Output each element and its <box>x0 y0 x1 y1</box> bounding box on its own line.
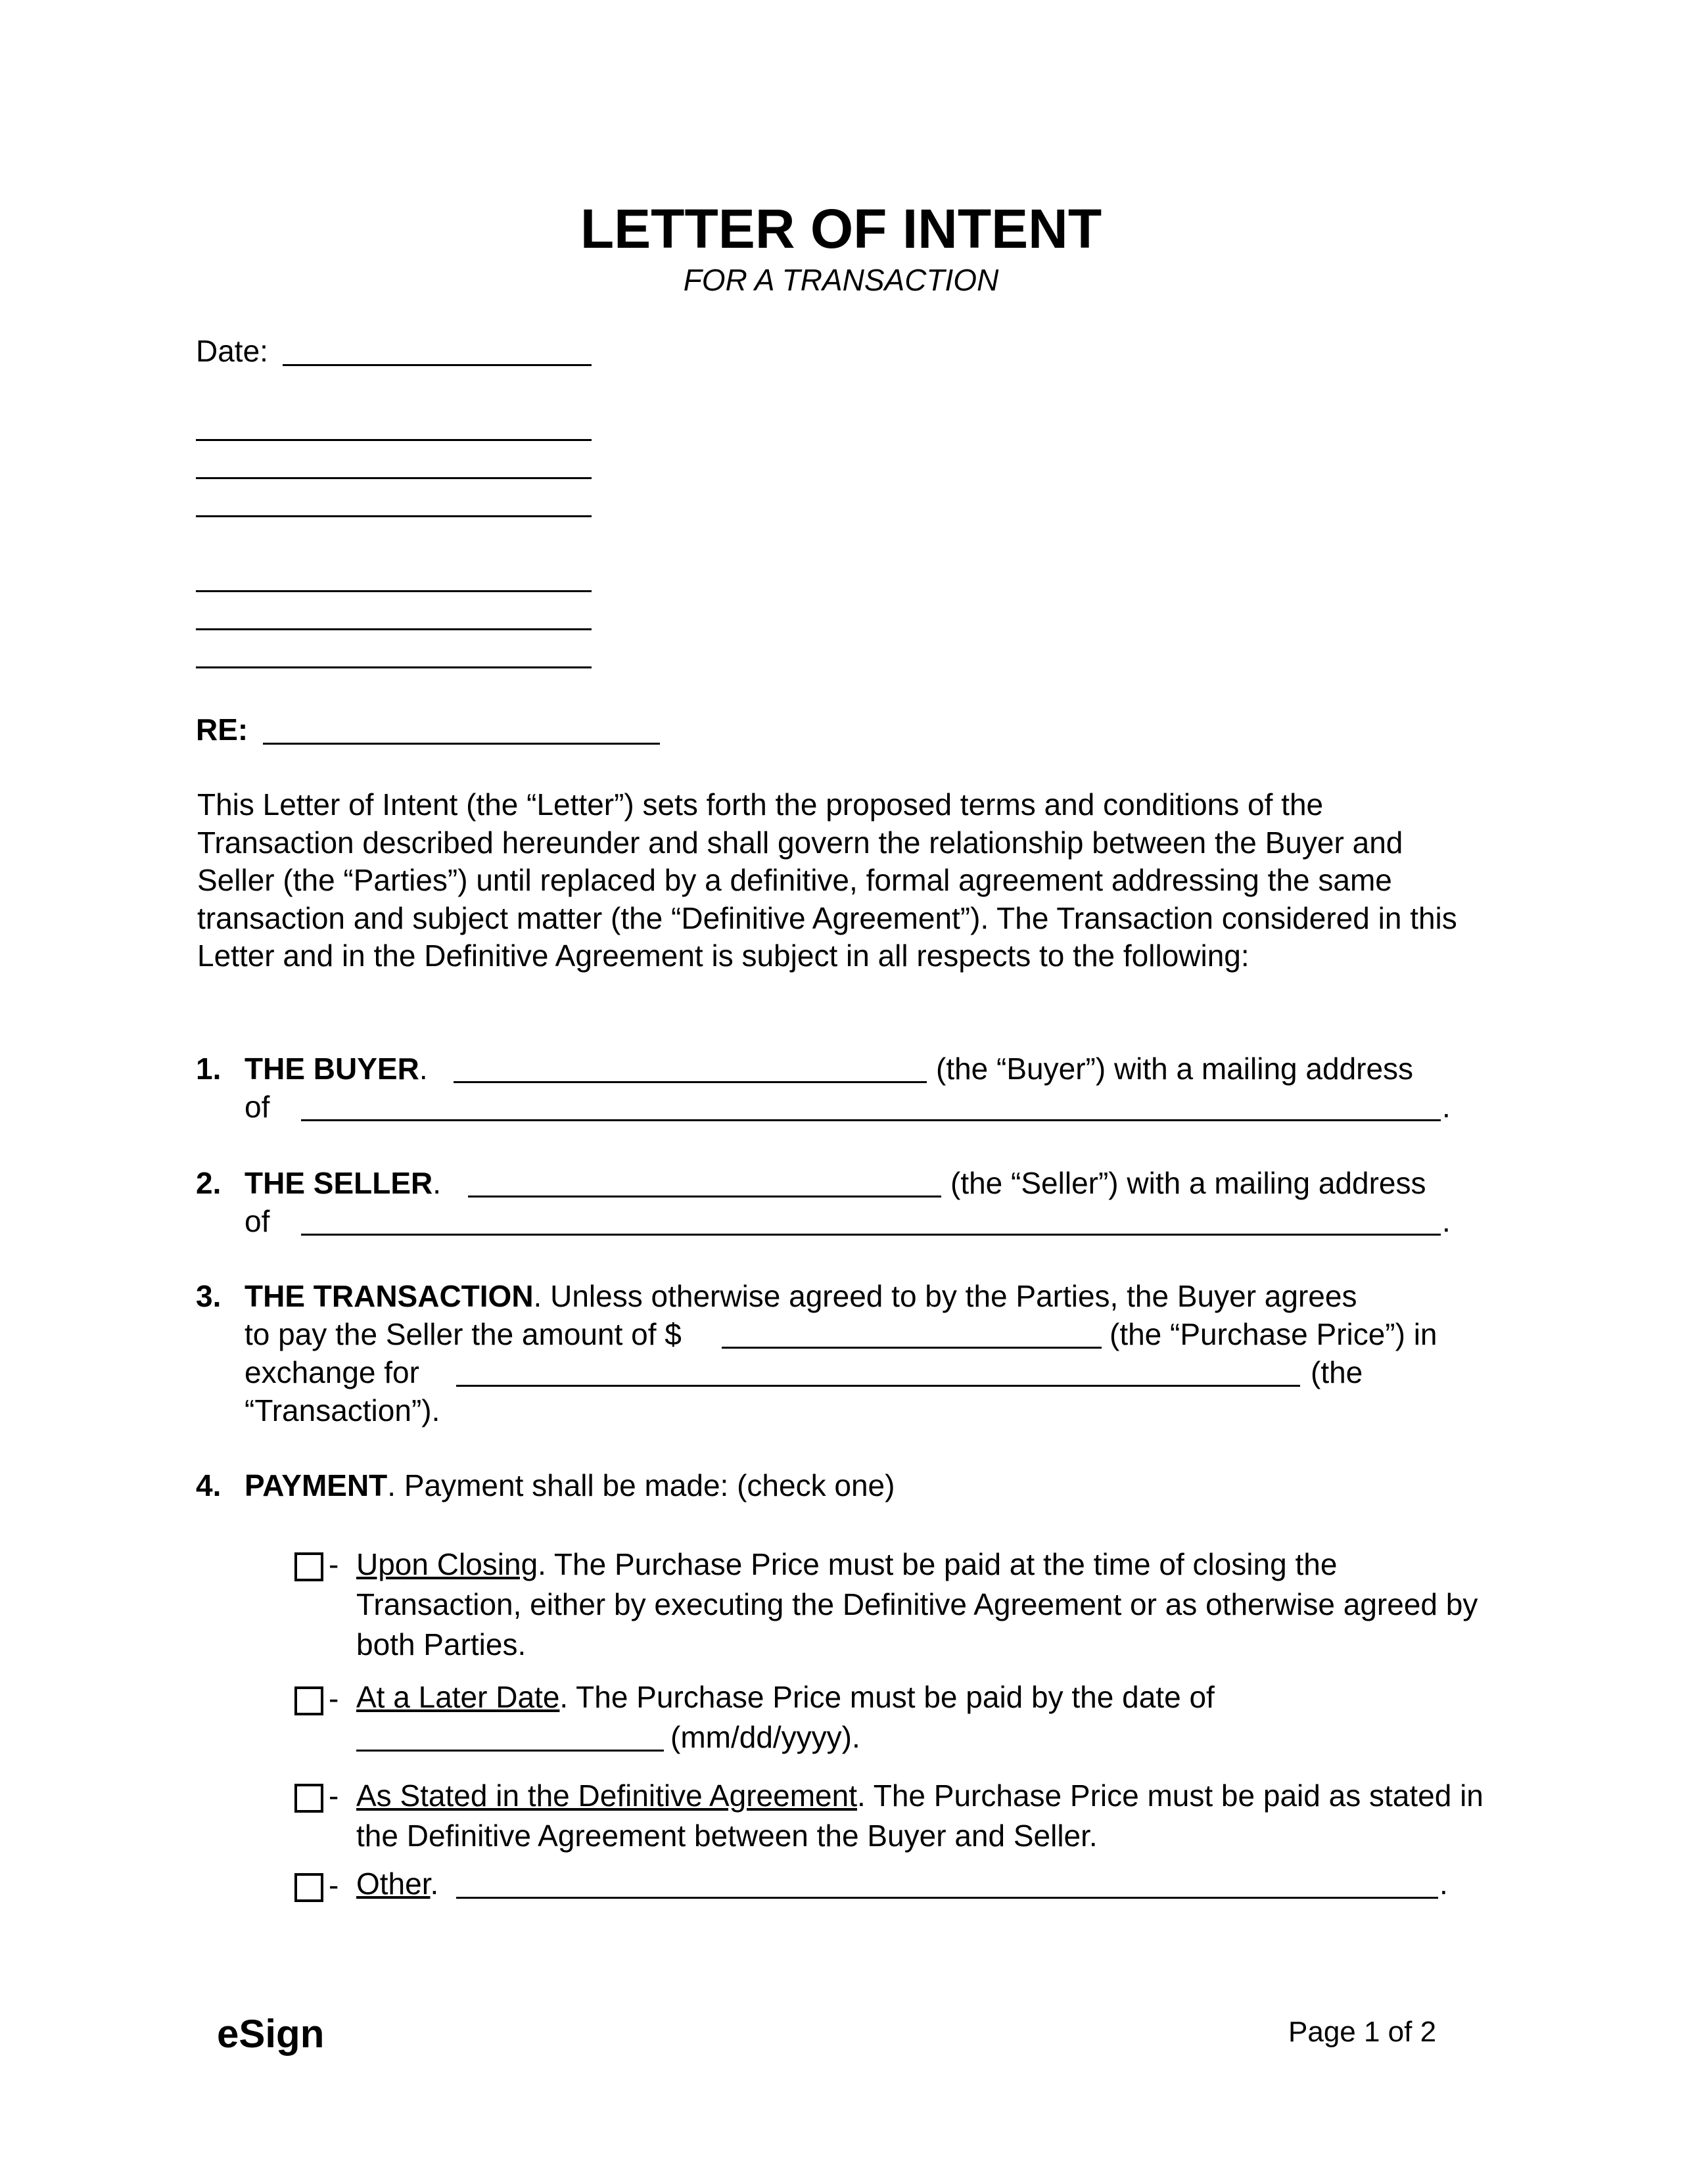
buyer-name-blank[interactable] <box>454 1081 927 1083</box>
section-3-heading: THE TRANSACTION <box>245 1279 534 1313</box>
re-label: RE: <box>196 712 248 747</box>
upon-closing-checkbox[interactable] <box>294 1552 323 1581</box>
recipient-line-3[interactable] <box>196 515 592 517</box>
option-dash: - <box>329 1868 339 1902</box>
later-date-label: At a Later Date <box>356 1680 560 1714</box>
upon-closing-label: Upon Closing <box>356 1547 538 1581</box>
section-1-after-blank: (the “Buyer”) with a mailing address <box>936 1052 1414 1086</box>
section-2-heading: THE SELLER <box>245 1166 433 1200</box>
other-period: . <box>1439 1867 1448 1901</box>
section-3-text-1: Unless otherwise agreed to by the Parties, the Buyer agrees <box>550 1279 1357 1313</box>
option-upon-closing: Upon Closing. The Purchase Price must be paid at the time of closing the Transaction, either by executing the Definitive Agreement or as otherwise agreed by both Parties. <box>356 1547 1478 1661</box>
section-2-after-blank: (the “Seller”) with a mailing address <box>950 1166 1426 1200</box>
later-date-checkbox[interactable] <box>294 1686 323 1715</box>
section-3-line-2-suffix: (the “Purchase Price”) in <box>1110 1317 1437 1351</box>
option-later-date: At a Later Date. The Purchase Price must be paid by the date of <box>356 1680 1215 1714</box>
sender-line-2[interactable] <box>196 628 592 630</box>
section-3-line-1: THE TRANSACTION. Unless otherwise agreed to by the Parties, the Buyer agrees <box>245 1279 1357 1313</box>
later-date-format: (mm/dd/yyyy). <box>670 1720 860 1754</box>
section-4-heading: PAYMENT <box>245 1468 388 1502</box>
date-row <box>196 333 268 370</box>
definitive-agreement-text: The Purchase Price must be paid as stated in the Definitive Agreement between the Buyer and Seller. <box>356 1778 1483 1853</box>
recipient-line-2[interactable] <box>196 477 592 479</box>
section-1-heading: THE BUYER <box>245 1052 419 1086</box>
definitive-agreement-checkbox[interactable] <box>294 1784 323 1813</box>
section-3-line-4: “Transaction”). <box>245 1393 440 1428</box>
sender-line-3[interactable] <box>196 666 592 668</box>
option-dash: - <box>329 1778 339 1813</box>
section-2-number: 2. <box>196 1166 222 1200</box>
other-checkbox[interactable] <box>294 1873 323 1902</box>
date-label: Date: <box>196 334 268 368</box>
definitive-agreement-label: As Stated in the Definitive Agreement <box>356 1778 857 1813</box>
re-blank[interactable] <box>263 743 660 745</box>
section-4-number: 4. <box>196 1468 222 1502</box>
esign-logo: eSign <box>217 2012 325 2056</box>
section-2-line-1: THE SELLER. <box>245 1166 442 1200</box>
option-dash: - <box>329 1681 339 1715</box>
section-2-period: . <box>1442 1204 1451 1238</box>
option-other: Other. <box>356 1867 439 1901</box>
sender-line-1[interactable] <box>196 590 592 592</box>
intro-paragraph: This Letter of Intent (the “Letter”) sets forth the proposed terms and conditions of the Transaction described hereunder and shall govern the relationship between the Buyer and Seller (the “Parties”) until replaced by a definitive, formal agreement addressing the same transaction and subject matter (the “Definitive Agreement”). The Transaction considered in this Letter and in the Definitive Agreement is subject in all respects to the following: <box>197 787 1457 973</box>
other-label: Other <box>356 1867 431 1901</box>
section-3-line-3-prefix: exchange for <box>245 1355 419 1389</box>
later-date-blank[interactable] <box>356 1750 664 1752</box>
seller-address-blank[interactable] <box>301 1234 1441 1236</box>
exchange-for-blank[interactable] <box>456 1385 1300 1387</box>
option-definitive-agreement: As Stated in the Definitive Agreement. The Purchase Price must be paid as stated in the Definitive Agreement between the Buyer and Seller. <box>356 1778 1483 1853</box>
document-subtitle: FOR A TRANSACTION <box>683 263 999 297</box>
upon-closing-text: The Purchase Price must be paid at the time of closing the Transaction, either by executing the Definitive Agreement or as otherwise agreed by both Parties. <box>356 1547 1478 1661</box>
option-dash: - <box>329 1547 339 1581</box>
section-3-line-2-prefix: to pay the Seller the amount of $ <box>245 1317 682 1351</box>
other-blank[interactable] <box>456 1897 1438 1899</box>
purchase-price-blank[interactable] <box>722 1347 1102 1349</box>
section-1-of: of <box>245 1090 270 1124</box>
recipient-line-1[interactable] <box>196 439 592 441</box>
section-4-line-1: PAYMENT. Payment shall be made: (check one) <box>245 1468 895 1502</box>
later-date-text: The Purchase Price must be paid by the date of <box>576 1680 1215 1714</box>
seller-name-blank[interactable] <box>468 1196 941 1197</box>
section-1-line-1: THE BUYER. <box>245 1052 428 1086</box>
section-4-text: Payment shall be made: (check one) <box>404 1468 895 1502</box>
section-3-line-3-suffix: (the <box>1311 1355 1363 1389</box>
document-title: LETTER OF INTENT <box>580 198 1102 260</box>
date-blank[interactable] <box>283 364 592 366</box>
section-1-number: 1. <box>196 1052 222 1086</box>
section-3-number: 3. <box>196 1279 222 1313</box>
section-1-period: . <box>1442 1090 1451 1124</box>
section-2-of: of <box>245 1204 270 1238</box>
page-number: Page 1 of 2 <box>1288 2016 1437 2048</box>
buyer-address-blank[interactable] <box>301 1119 1441 1121</box>
